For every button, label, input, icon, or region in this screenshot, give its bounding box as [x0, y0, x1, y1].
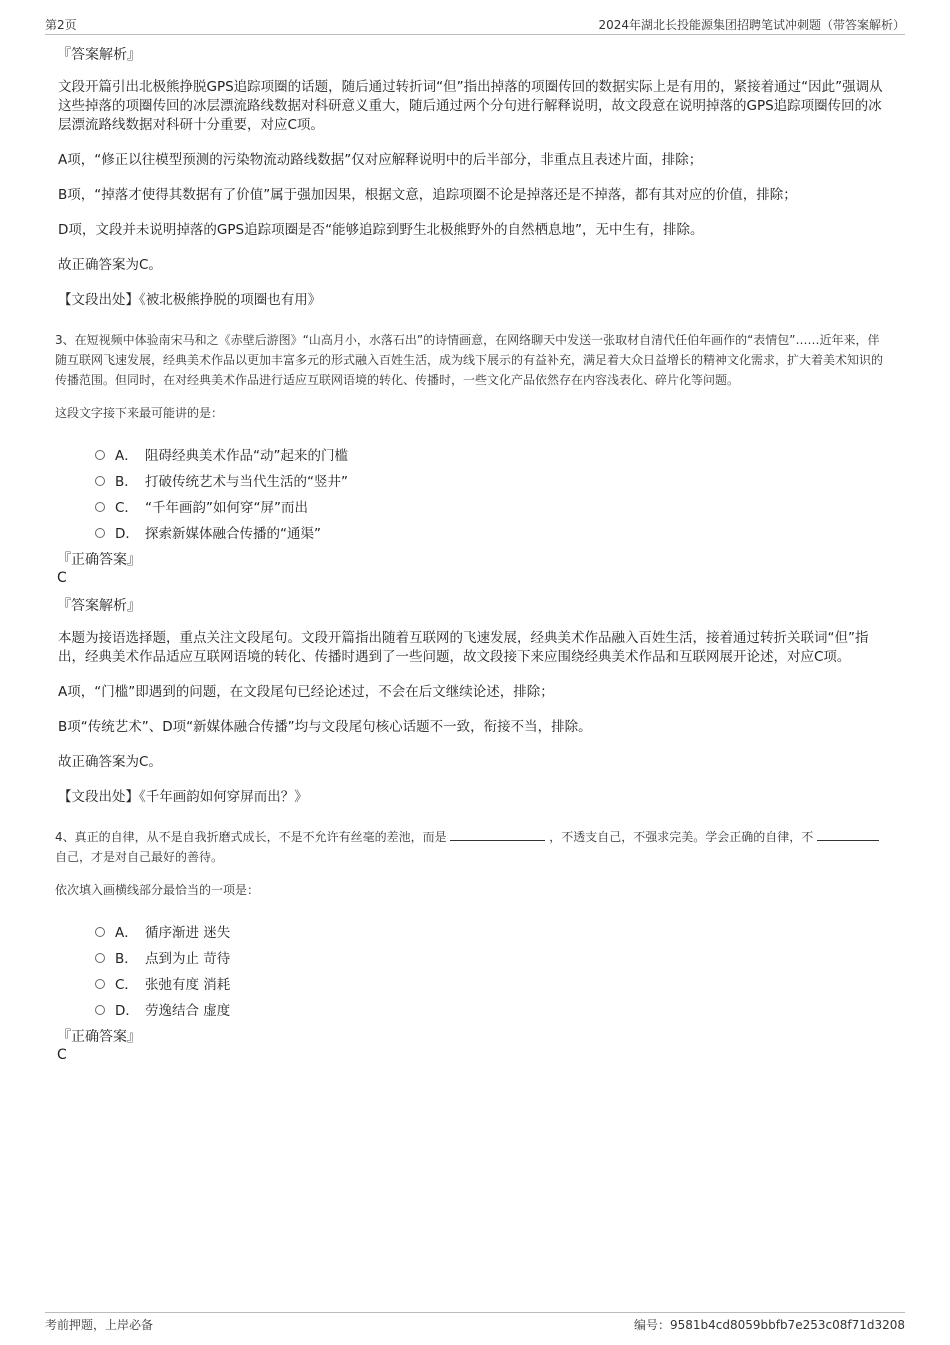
document-title: 2024年湖北长投能源集团招聘笔试冲刺题（带答案解析）	[598, 18, 905, 32]
q3-answer-label: 『正确答案』	[57, 552, 141, 568]
q3-option-a-explanation: A项，“门槛”即遇到的问题，在文段尾句已经论述过，不会在后文继续论述，排除；	[58, 684, 554, 700]
q3-option-d[interactable]: D． 探索新媒体融合传播的“通渠”	[95, 521, 890, 547]
q4-question: 4、真正的自律，从不是自我折磨式成长，不是不允许有丝毫的差池，而是 ，不透支自己，不强求完美。学会正确的自律，不 自己，才是对自己最好的善待。	[55, 827, 890, 867]
page-content	[55, 46, 890, 1074]
q3-options	[95, 443, 890, 547]
page-footer	[45, 1312, 905, 1335]
q2-analysis-text: 文段开篇引出北极熊挣脱GPS追踪项圈的话题，随后通过转折词“但”指出掉落的项圈传回的数据实际上是有用的，紧接着通过“因此”强调从这些掉落的项圈传回的冰层漂流路线数据对科研意义重大，随后通过两个分句进行解释说明，故文段意在说明掉落的GPS追踪项圈传回的冰层漂流路线数据对科研十分重要，对应C项。	[58, 79, 883, 133]
q4-blank-1	[450, 828, 545, 841]
q2-analysis-label: 『答案解析』	[57, 47, 141, 63]
q3-option-a[interactable]: A． 阻碍经典美术作品“动”起来的门槛	[95, 443, 890, 469]
q4-option-b[interactable]: B． 点到为止 苛待	[95, 946, 890, 972]
radio-icon[interactable]	[95, 450, 105, 460]
q4-answer: C	[57, 1047, 67, 1063]
q4-prompt: 依次填入画横线部分最恰当的一项是：	[55, 883, 260, 897]
footer-slogan: 考前押题，上岸必备	[45, 1318, 154, 1332]
q3-option-b[interactable]: B． 打破传统艺术与当代生活的“竖井”	[95, 469, 890, 495]
page-header	[45, 14, 905, 35]
q3-option-bd-explanation: B项“传统艺术”、D项“新媒体融合传播”均与文段尾句核心话题不一致，衔接不当，排除。	[58, 719, 592, 735]
q2-conclusion: 故正确答案为C。	[58, 257, 162, 273]
radio-icon[interactable]	[95, 528, 105, 538]
q3-analysis-label: 『答案解析』	[57, 598, 141, 614]
document-id: 编号：9581b4cd8059bbfb7e253c08f71d3208	[633, 1318, 905, 1332]
q3-prompt: 这段文字接下来最可能讲的是：	[55, 406, 224, 420]
q4-option-d[interactable]: D． 劳逸结合 虚度	[95, 998, 890, 1024]
radio-icon[interactable]	[95, 927, 105, 937]
q3-analysis-text: 本题为接语选择题，重点关注文段尾句。文段开篇指出随着互联网的飞速发展，经典美术作品融入百姓生活，接着通过转折关联词“但”指出，经典美术作品适应互联网语境的转化、传播时遇到了一些问题，故文段接下来应围绕经典美术作品和互联网展开论述，对应C项。	[58, 630, 869, 665]
radio-icon[interactable]	[95, 979, 105, 989]
radio-icon[interactable]	[95, 502, 105, 512]
q3-option-c[interactable]: C． “千年画韵”如何穿“屏”而出	[95, 495, 890, 521]
q3-conclusion: 故正确答案为C。	[58, 754, 162, 770]
q2-source: 【文段出处】《被北极熊挣脱的项圈也有用》	[58, 292, 322, 308]
q2-option-d-explanation: D项，文段并未说明掉落的GPS追踪项圈是否“能够追踪到野生北极熊野外的自然栖息地”，无中生有，排除。	[58, 222, 704, 238]
q4-answer-label: 『正确答案』	[57, 1029, 141, 1045]
q4-options	[95, 920, 890, 1024]
q2-option-b-explanation: B项，“掉落才使得其数据有了价值”属于强加因果，根据文意，追踪项圈不论是掉落还是不掉落，都有其对应的价值，排除；	[58, 187, 797, 203]
q4-option-a[interactable]: A． 循序渐进 迷失	[95, 920, 890, 946]
radio-icon[interactable]	[95, 1005, 105, 1015]
q3-question: 3、在短视频中体验南宋马和之《赤壁后游图》“山高月小，水落石出”的诗情画意，在网络聊天中发送一张取材自清代任伯年画作的“表情包”……近年来，伴随互联网飞速发展，经典美术作品以更加丰富多元的形式融入百姓生活，成为线下展示的有益补充，满足着大众日益增长的精神文化需求，扩大着美术知识的传播范围。但同时，在对经典美术作品进行适应互联网语境的转化、传播时，一些文化产品依然存在内容浅表化、碎片化等问题。	[55, 333, 884, 387]
radio-icon[interactable]	[95, 953, 105, 963]
q4-blank-2	[817, 828, 879, 841]
q3-answer: C	[57, 570, 67, 586]
q2-option-a-explanation: A项，“修正以往模型预测的污染物流动路线数据”仅对应解释说明中的后半部分，非重点且表述片面，排除；	[58, 152, 703, 168]
q4-option-c[interactable]: C． 张弛有度 消耗	[95, 972, 890, 998]
q3-source: 【文段出处】《千年画韵如何穿屏而出？》	[58, 789, 308, 805]
page-number: 第2页	[45, 18, 77, 32]
radio-icon[interactable]	[95, 476, 105, 486]
